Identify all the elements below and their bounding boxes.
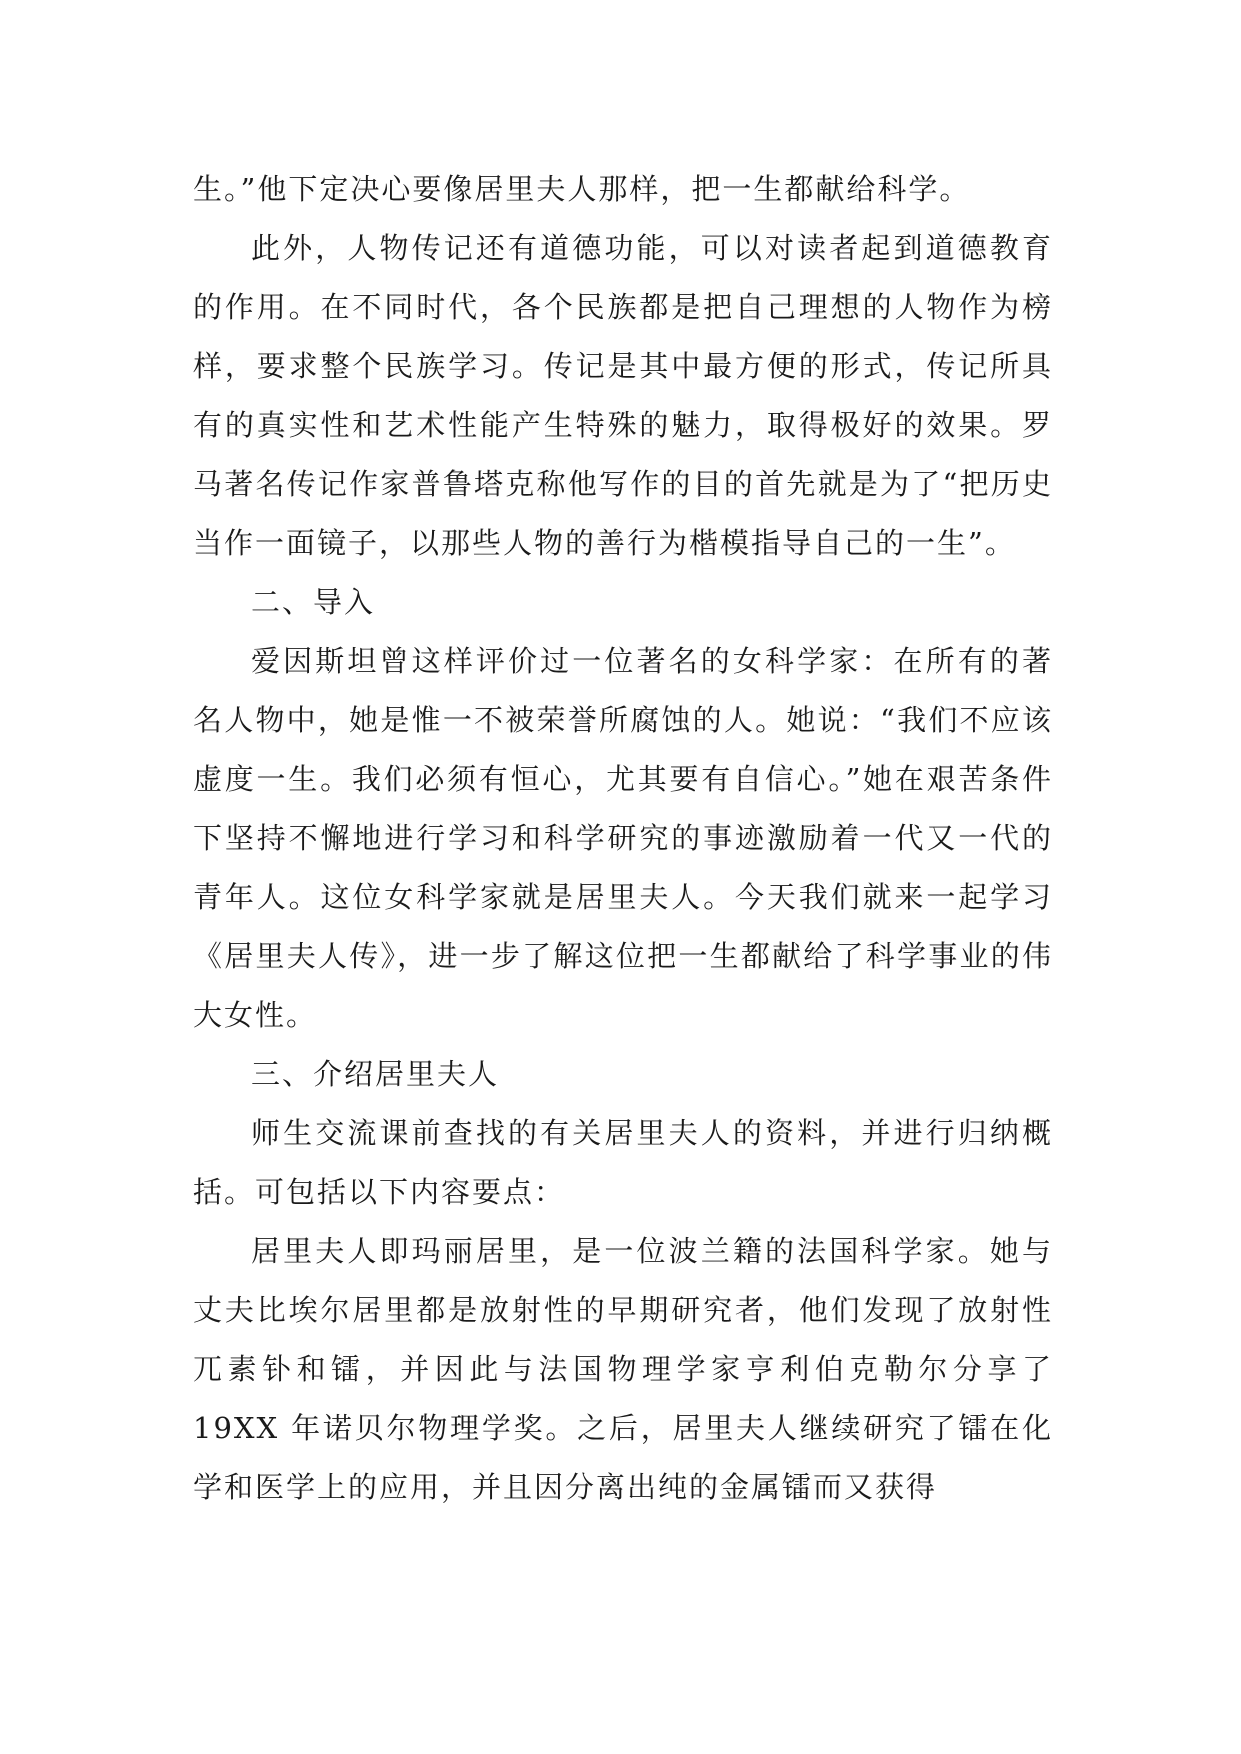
paragraph-moral-function: 此外，人物传记还有道德功能，可以对读者起到道德教育的作用。在不同时代，各个民族都是把自己理想的人物作为榜样，要求整个民族学习。传记是其中最方便的形式，传记所具有的真实性和艺术性能产生特殊的魅力，取得极好的效果。罗马著名传记作家普鲁塔克称他写作的目的首先就是为了“把历史当作一面镜子，以那些人物的善行为楷模指导自己的一生”。 (193, 231, 1053, 560)
document-page (193, 160, 1053, 1517)
section-heading-about-curie: 三、介绍居里夫人 (251, 1057, 500, 1091)
paragraph-continuation: 生。”他下定决心要像居里夫人那样，把一生都献给科学。 (193, 172, 971, 206)
section-heading-introduction: 二、导入 (251, 585, 376, 619)
paragraph-einstein-quote: 爱因斯坦曾这样评价过一位著名的女科学家：在所有的著名人物中，她是惟一不被荣誉所腐蚀的人。她说：“我们不应该虚度一生。我们必须有恒心，尤其要有自信心。”她在艰苦条件下坚持不懈地进行学习和科学研究的事迹激励着一代又一代的青年人。这位女科学家就是居里夫人。今天我们就来一起学习《居里夫人传》，进一步了解这位把一生都献给了科学事业的伟大女性。 (193, 644, 1053, 1032)
paragraph-teacher-student-exchange: 师生交流课前查找的有关居里夫人的资料，并进行归纳概括。可包括以下内容要点： (193, 1116, 1053, 1209)
paragraph-curie-biography: 居里夫人即玛丽居里，是一位波兰籍的法国科学家。她与丈夫比埃尔居里都是放射性的早期研究者，他们发现了放射性兀素钋和镭，并因此与法国物理学家亨利伯克勒尔分享了 19XX 年诺贝尔物理学奖。之后，居里夫人继续研究了镭在化学和医学上的应用，并且因分离出纯的金属镭而又获得 (193, 1234, 1053, 1504)
